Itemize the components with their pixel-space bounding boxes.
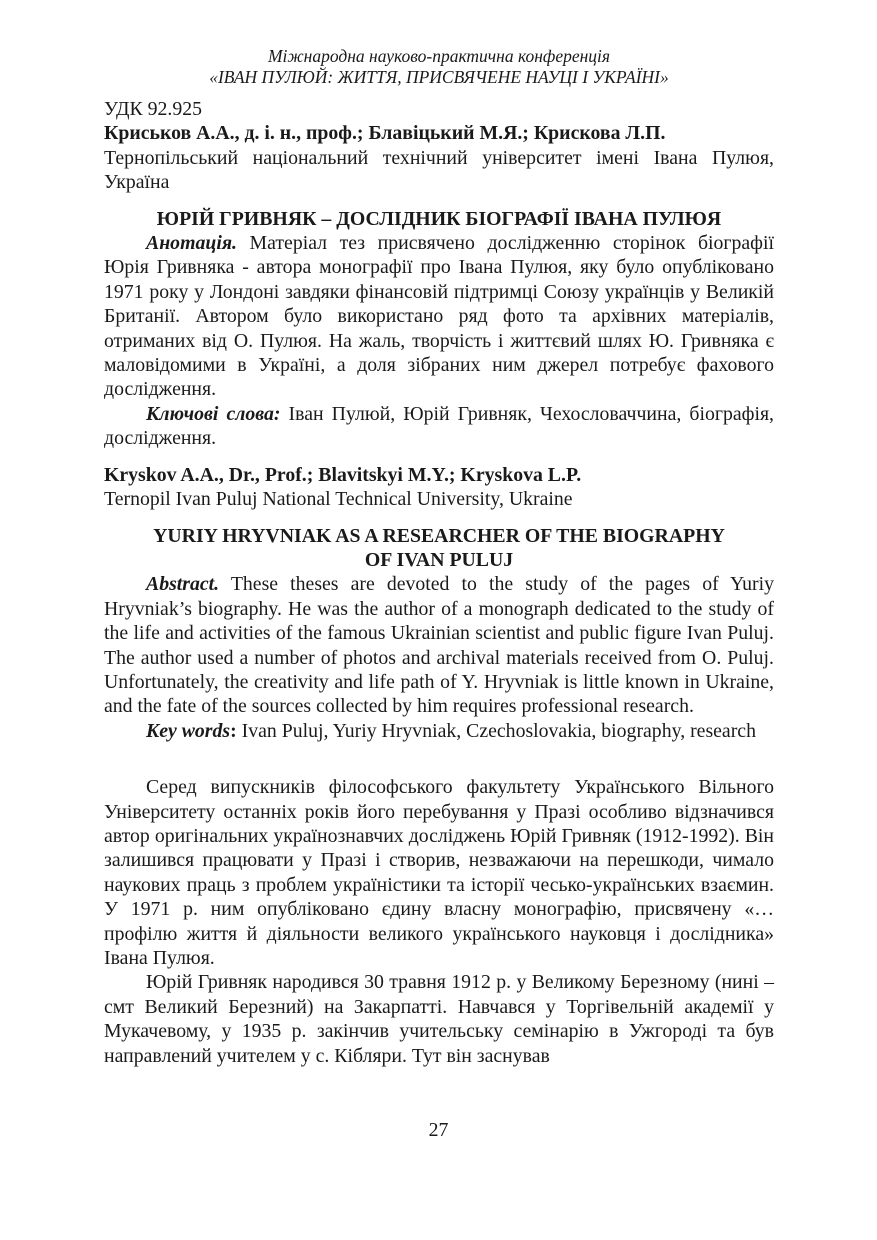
en-keywords — [104, 719, 774, 743]
en-title-line2: OF IVAN PULUJ — [364, 548, 514, 571]
uk-authors: Криськов А.А., д. і. н., проф.; Блавіцький М.Я.; Крискова Л.П. — [104, 122, 666, 145]
page-content — [104, 46, 774, 1068]
uk-keywords — [104, 402, 774, 451]
body-paragraph-2: Юрій Гривняк народився 30 травня 1912 р. у Великому Березному (нині – смт Великий Березний) на Закарпатті. Навчався у Торгівельній академії у Мукачевому, у 1935 р. закінчив учительську семінарію в Ужгороді та був направлений учителем у с. Кібляри. Тут він заснував — [104, 971, 774, 1067]
en-abstract-text: These theses are devoted to the study of the pages of Yuriy Hryvniak’s biography. He was the author of a monograph dedicated to the study of the life and activities of the famous Ukrainian scientist and public figure Ivan Puluj. The author used a number of photos and archival materials received from O. Puluj. Unfortunately, the creativity and life path of Y. Hryvniak is little known in Ukraine, and the fate of the sources collected by him requires professional research. — [104, 573, 774, 718]
uk-abstract — [104, 231, 774, 402]
uk-keywords-text: Іван Пулюй, Юрій Гривняк, Чехословаччина, біографія, дослідження. — [104, 402, 774, 450]
en-keywords-text: Ivan Puluj, Yuriy Hryvniak, Czechoslovakia, biography, research — [236, 719, 756, 742]
uk-title: ЮРІЙ ГРИВНЯК – ДОСЛІДНИК БІОГРАФІЇ ІВАНА ПУЛЮЯ — [156, 207, 722, 230]
uk-keywords-label: Ключові слова: — [146, 402, 281, 425]
en-title-line1: YURIY HRYVNIAK AS A RESEARCHER OF THE BIOGRAPHY — [153, 524, 725, 547]
en-authors: Kryskov A.A., Dr., Prof.; Blavitskyi M.Y.; Kryskova L.P. — [104, 463, 582, 486]
running-head — [104, 46, 774, 88]
en-abstract-label: Abstract. — [146, 573, 220, 596]
page-number: 27 — [428, 1119, 449, 1141]
uk-affiliation: Тернопільський національний технічний університет імені Івана Пулюя, Україна — [104, 146, 774, 194]
body-paragraph-1: Серед випускників філософського факультету Українського Вільного Університету останніх років його перебування у Празі особливо відзначився автор оригінальних українознавчих досліджень Юрій Гривняк (1912-1992). Він залишився працювати у Празі і створив, незважаючи на перешкоди, чимало наукових праць з проблем україністики та історії чесько-українських взаємин. У 1971 р. ним опубліковано єдину власну монографію, присвячену «…профілю життя й діяльности великого українського науковця і дослідника» Івана Пулюя. — [104, 776, 774, 969]
en-keywords-label: Key words — [146, 719, 231, 742]
udk-code: УДК 92.925 — [104, 98, 203, 120]
uk-abstract-text: Матеріал тез присвячено дослідженню сторінок біографії Юрія Гривняка - автора монографії про Івана Пулюя, яку було опубліковано 1971 року у Лондоні завдяки фінансовій підтримці Союзу українців у Великій Британії. Автором було використано ряд фото та архівних матеріалів, отриманих від О. Пулюя. На жаль, творчість і життєвий шлях Ю. Гривняка є маловідомими в Україні, а доля зібраних ним джерел потребує фахового дослідження. — [104, 232, 774, 401]
running-head-line1: Міжнародна науково-практична конференція — [267, 46, 611, 66]
en-affiliation: Ternopil Ivan Puluj National Technical University, Ukraine — [104, 488, 573, 511]
en-keywords-colon: : — [230, 719, 237, 742]
uk-abstract-label: Анотація. — [146, 232, 237, 255]
en-abstract — [104, 572, 774, 718]
running-head-line2: «ІВАН ПУЛЮЙ: ЖИТТЯ, ПРИСВЯЧЕНЕ НАУЦІ І УКРАЇНІ» — [209, 67, 669, 87]
